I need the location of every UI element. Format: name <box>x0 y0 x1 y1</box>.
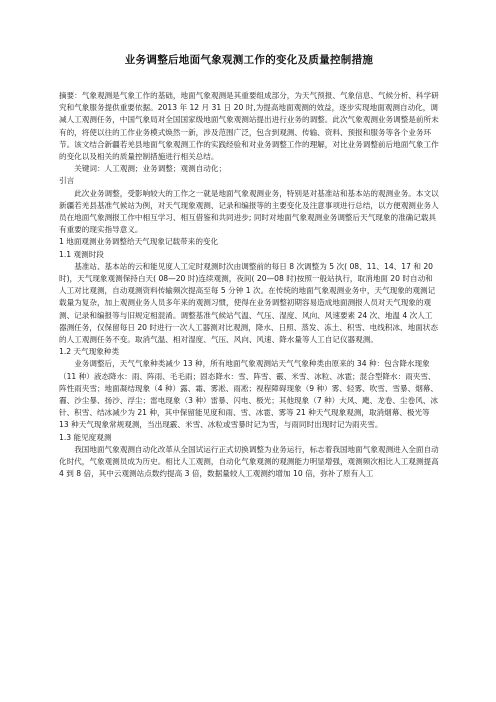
intro-heading: 引言 <box>59 176 75 186</box>
section-1-2-heading: 1.2 天气现象种类 <box>59 347 120 357</box>
document-title: 业务调整后地面气象观测工作的变化及质量控制措施 <box>124 54 374 66</box>
intro-paragraph: 此次业务调整，受影响较大的工作之一就是地面气象观测业务，特别是对基准站和基本站的观测业务。本文以新疆若羌县基准气候站为例，对天气现象观测、记录和编报等的主要变化及注意事项进行总结，以方便观测业务人员在地面气象测报工作中相互学习、相互借鉴和共同进步; 同时对地面气象观测业务调整后天气现象的准确记载具有重要的现实指导意义。 <box>59 188 439 235</box>
section-1-1-paragraph: 基准站、基本站的云和能见度人工定时观测时次由调整前的每日 8 次调整为 5 次( 08、11、14、17 和 20 时)，天气现象观测保持白天( 08—20 时)连续观测，夜间( 20—08 时)按照一般站执行，取消地面 20 时自动和人工对比观测，自动观测资料传输频次提高至每 5 分钟 1 次。在传统的地面气象观测业务中，天气现象的观测记载量为复杂，加上观测业务人员多年来的观测习惯，使得在业务调整初期容易造成地面测报人员对天气现象的观测、记录和编报等与旧规定相混淆。调整基准气候站气温、气压、湿度、风向、风速要素 24 次、地温 4 次人工器测任务，仅保留每日 20 时进行一次人工器测对比观测，降水、日照、蒸发、冻土、积雪、电线积冰、地面状态的人工观测任务不变。取消气温、相对湿度、气压、风向、风速、降水量等人工自记仪器观测。 <box>59 261 438 345</box>
section-1-3-paragraph: 我国地面气象观测自动化改革从全国试运行正式切换调整为业务运行，标志着我国地面气象观测进入全面自动化时代，气象观测员成为历史。相比人工观测，自动化气象观测的观测能力明显增强，观测频次相比人工观测提高 4 到 8 倍，其中云观测站点数约提高 3 倍，数据量较人工观测约增加 10 倍，弥补了原有人工 <box>59 444 439 479</box>
section-1-heading: 1 地面观测业务调整给天气现象记载带来的变化 <box>59 237 219 247</box>
section-1-3-heading: 1.3 能见度观测 <box>59 432 112 442</box>
abstract: 摘要：气象观测是气象工作的基础，地面气象观测是其重要组成部分，为天气预报、气象信息、气候分析、科学研究和气象服务提供重要依据。2013 年 12 月 31 日 20 时,为提高地面观测的效益，逐步实现地面观测自动化，调减人工观测任务，中国气象局对全国国家级地面气象观测站提出进行业务的调整。此次气象观测业务调整是前所未有的，将使以往的工作业务模式焕然一新，涉及范围广泛，包含到观测、传输、资料、预报和服务等各个业务环节。该文结合新疆若羌县地面气象观测工作的实践经验和对业务调整工作的理解，对比业务调整前后地面气象工作的变化以及相关的质量控制措施进行相关总结。 <box>59 91 439 162</box>
section-1-1-heading: 1.1 观测时段 <box>59 249 104 259</box>
document-page <box>59 52 439 481</box>
section-1-2-paragraph: 业务调整后，天气气象种类减少 13 种，所有地面气象观测站天气气象种类由原来的 34 种：包含降水现象（11 种）液态降水：雨、阵雨、毛毛雨；固态降水：雪、阵雪、霰、米雪、冰粒、冰雹；混合型降水：雨夹雪、阵性雨夹雪；地面凝结现象（4 种）露、霜、雾凇、雨凇；视程障碍现象（9 种）雾、轻雾、吹雪、雪暴、烟幕、霾、沙尘暴、扬沙、浮尘；雷电现象（3 种）雷暴、闪电、极光；其他现象（7 种）大风、飑、龙卷、尘卷风、冰针、积雪、结冰减少为 21 种，其中保留能见度和雨、雪、冰雹、雾等 21 种天气现象观测，取消烟幕、极光等 13 种天气现象常规观测，当出现霰、米雪、冰粒或雪暴时记为雪，与雨同时出现时记为雨夹雪。 <box>59 359 438 430</box>
keywords: 关键词：人工观测；业务调整；观测自动化； <box>74 164 227 174</box>
